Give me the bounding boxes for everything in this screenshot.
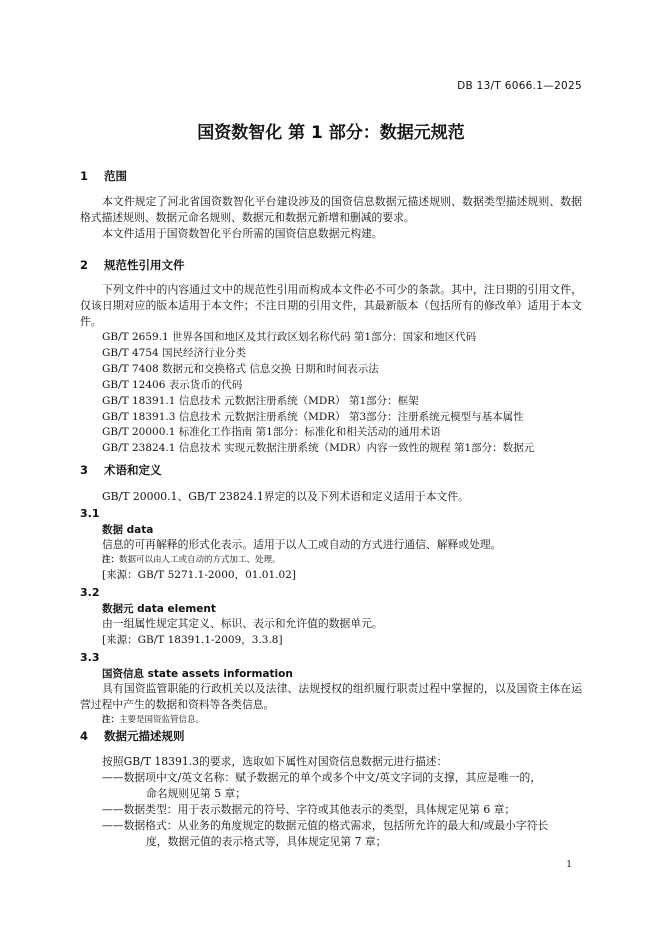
reference-item: GB/T 18391.1 信息技术 元数据注册系统（MDR） 第1部分：框架 [102, 394, 419, 407]
reference-item: GB/T 7408 数据元和交换格式 信息交换 日期和时间表示法 [102, 362, 379, 375]
section-2-paragraph-1: 下列文件中的内容通过文中的规范性引用而构成本文件必不可少的条款。其中，注日期的引用文件，仅该日期对应的版本适用于本文件；不注日期的引用文件，其最新版本（包括所有的修改单）适用于本文件。 [80, 283, 582, 328]
item-line: ——数据格式：从业务的角度规定的数据元值的格式需求，包括所允许的最大和/或最小字符长 [102, 819, 549, 832]
term-3-2-source: [来源：GB/T 18391.1-2009，3.3.8] [102, 634, 283, 646]
section-4-number: 4 [80, 729, 89, 743]
description-rule-item [80, 770, 582, 802]
section-1-paragraph-2: 本文件适用于国资数智化平台所需的国资信息数据元构建。 [102, 227, 383, 240]
reference-item: GB/T 23824.1 信息技术 实现元数据注册系统（MDR）内容一致性的规程 第1部分：数据元 [102, 442, 535, 455]
note-label: 注： [102, 715, 120, 725]
section-4-intro: 按照GB/T 18391.3的要求，选取如下属性对国资信息数据元进行描述： [102, 755, 448, 768]
section-3-heading [80, 462, 582, 478]
note-label: 注： [102, 555, 120, 565]
item-continuation: 命名规则见第 5 章； [146, 787, 247, 800]
reference-item: GB/T 20000.1 标准化工作指南 第1部分：标准化和相关活动的通用术语 [102, 426, 441, 439]
term-3-1-note [80, 553, 582, 567]
section-1-paragraph-1: 本文件规定了河北省国资数智化平台建设涉及的国资信息数据元描述规则、数据类型描述规则、数据格式描述规则、数据元命名规则、数据元和数据元新增和删减的要求。 [80, 195, 582, 224]
note-text: 主要是国资监管信息。 [119, 715, 205, 725]
term-3-2-name: 数据元 data element [102, 603, 216, 615]
section-1-number: 1 [80, 169, 89, 183]
section-3-intro: GB/T 20000.1、GB/T 23824.1界定的以及下列术语和定义适用于本文件。 [102, 490, 469, 503]
description-rule-item [80, 802, 582, 818]
section-4-heading [80, 728, 582, 744]
normative-reference-list [80, 330, 582, 457]
document-code: DB 13/T 6066.1—2025 [457, 80, 582, 92]
section-4-title: 数据元描述规则 [104, 729, 185, 743]
section-2-title: 规范性引用文件 [104, 258, 185, 272]
term-3-1-name: 数据 data [102, 524, 154, 536]
term-3-2-definition: 由一组属性规定其定义、标识、表示和允许值的数据单元。 [102, 617, 383, 630]
section-4-body [80, 754, 582, 850]
section-1-body [80, 194, 582, 242]
term-3-1-number: 3.1 [80, 507, 100, 520]
term-3-2-number: 3.2 [80, 586, 100, 599]
section-2-heading [80, 257, 582, 273]
document-title: 国资数智化 第 1 部分：数据元规范 [197, 123, 465, 143]
section-1-heading [80, 168, 582, 184]
reference-item: GB/T 4754 国民经济行业分类 [102, 346, 247, 359]
item-continuation: 度，数据元值的表示格式等，具体规定见第 7 章； [146, 835, 387, 848]
section-3-body [80, 489, 582, 727]
section-2-number: 2 [80, 258, 89, 272]
term-3-3-number: 3.3 [80, 651, 100, 664]
section-1-title: 范围 [104, 169, 127, 183]
note-text: 数据可以由人工或自动的方式加工、处理。 [119, 555, 281, 565]
term-3-1-source: [来源：GB/T 5271.1-2000，01.01.02] [102, 569, 296, 581]
term-3-1-definition: 信息的可再解释的形式化表示。适用于以人工或自动的方式进行通信、解释或处理。 [102, 538, 502, 551]
item-line: ——数据类型：用于表示数据元的符号、字符或其他表示的类型，具体规定见第 6 章； [102, 803, 516, 816]
reference-item: GB/T 12406 表示货币的代码 [102, 378, 243, 391]
page-number: 1 [566, 860, 572, 870]
term-3-3-definition: 具有国资监管职能的行政机关以及法律、法规授权的组织履行职责过程中掌握的，以及国资主体在运营过程中产生的数据和资料等各类信息。 [80, 682, 582, 711]
section-3-title: 术语和定义 [104, 463, 162, 477]
reference-item: GB/T 2659.1 世界各国和地区及其行政区划名称代码 第1部分：国家和地区代码 [102, 331, 477, 343]
item-line: ——数据项中文/英文名称：赋予数据元的单个或多个中文/英文字词的支撑，其应是唯一的， [102, 771, 542, 784]
description-rule-item [80, 818, 582, 850]
section-3-number: 3 [80, 463, 89, 477]
reference-item: GB/T 18391.3 信息技术 元数据注册系统（MDR） 第3部分：注册系统元模型与基本属性 [102, 410, 524, 423]
section-2-body [80, 282, 582, 457]
term-3-3-note [80, 713, 582, 727]
term-3-3-name: 国资信息 state assets information [102, 668, 293, 680]
